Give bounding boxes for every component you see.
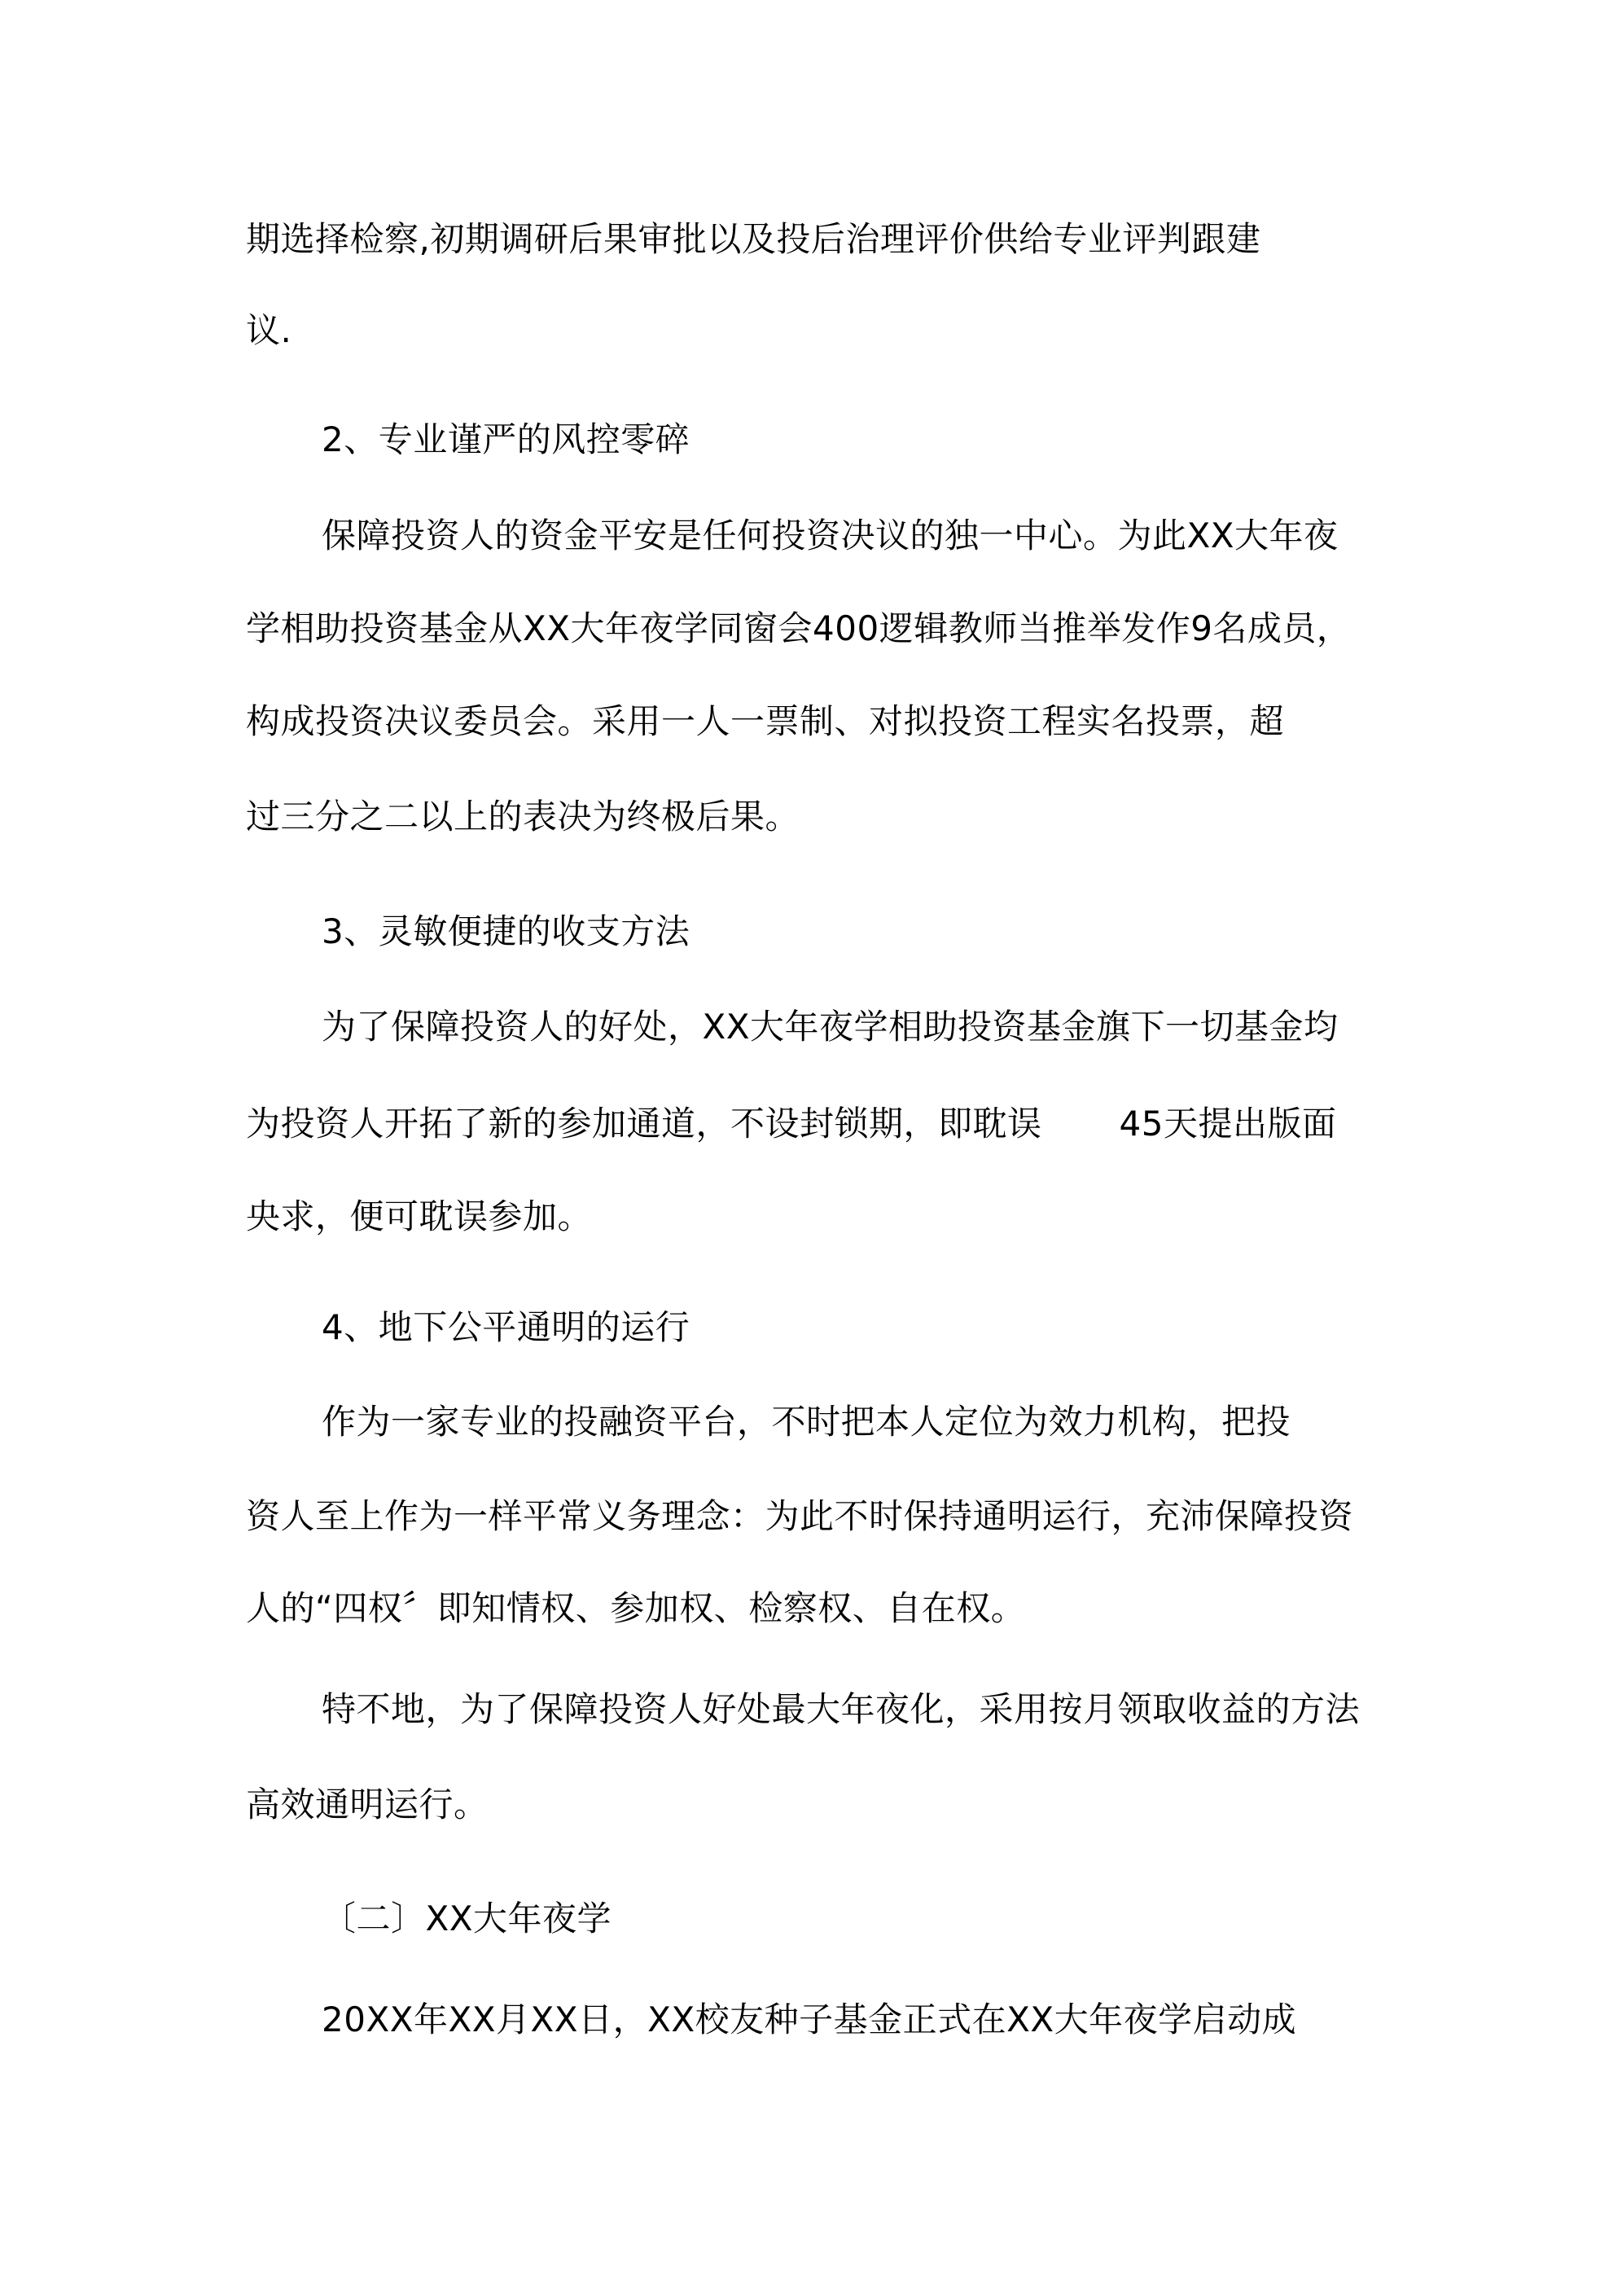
text-line-10 — [246, 1101, 1336, 1147]
text-line-4: 保障投资人的资金平安是任何投资决议的独一中心。为此XX大年夜 — [322, 516, 1339, 555]
heading-section-two: 〔二〕XX大年夜学 — [322, 1899, 612, 1938]
text-line-7: 过三分之二以上的表决为终极后果。 — [246, 797, 800, 836]
text-line-17: 高效通明运行。 — [246, 1785, 489, 1824]
text-line-14: 资人至上作为一样平常义务理念：为此不时保持通明运行，充沛保障投资 — [246, 1496, 1354, 1536]
text-line-1: 期选择检察,初期调研后果审批以及投后治理评价供给专业评判跟建 — [246, 219, 1261, 259]
text-line-9: 为了保障投资人的好处，XX大年夜学相助投资基金旗下一切基金均 — [322, 1007, 1339, 1047]
text-line-2: 议. — [246, 310, 292, 350]
text-line-11: 央求，便可耽误参加。 — [246, 1196, 593, 1236]
text-line-15: 人的“四权〞即知情权、参加权、检察权、自在权。 — [246, 1588, 1026, 1628]
heading-risk-control: 2、专业谨严的风控零碎 — [322, 419, 690, 459]
heading-transparent-operation: 4、地下公平通明的运行 — [322, 1307, 690, 1347]
text-line-5: 学相助投资基金从XX大年夜学同窗会400逻辑教师当推举发作9名成员， — [246, 608, 1352, 648]
text-line-10-part-2: 45天提出版面 — [1119, 1104, 1337, 1144]
text-line-6: 构成投资决议委员会。采用一人一票制、对拟投资工程实名投票，超 — [246, 701, 1285, 741]
text-line-16: 特不地，为了保障投资人好处最大年夜化，采用按月领取收益的方法 — [322, 1689, 1361, 1729]
heading-in-out-method: 3、灵敏便捷的收支方法 — [322, 911, 690, 951]
text-line-13: 作为一家专业的投融资平台，不时把本人定位为效力机构，把投 — [322, 1402, 1291, 1442]
text-line-19: 20XX年XX月XX日，XX校友种子基金正式在XX大年夜学启动成 — [322, 2000, 1297, 2039]
text-line-10-part-1: 为投资人开拓了新的参加通道，不设封锁期，即耽误 — [246, 1104, 1042, 1144]
